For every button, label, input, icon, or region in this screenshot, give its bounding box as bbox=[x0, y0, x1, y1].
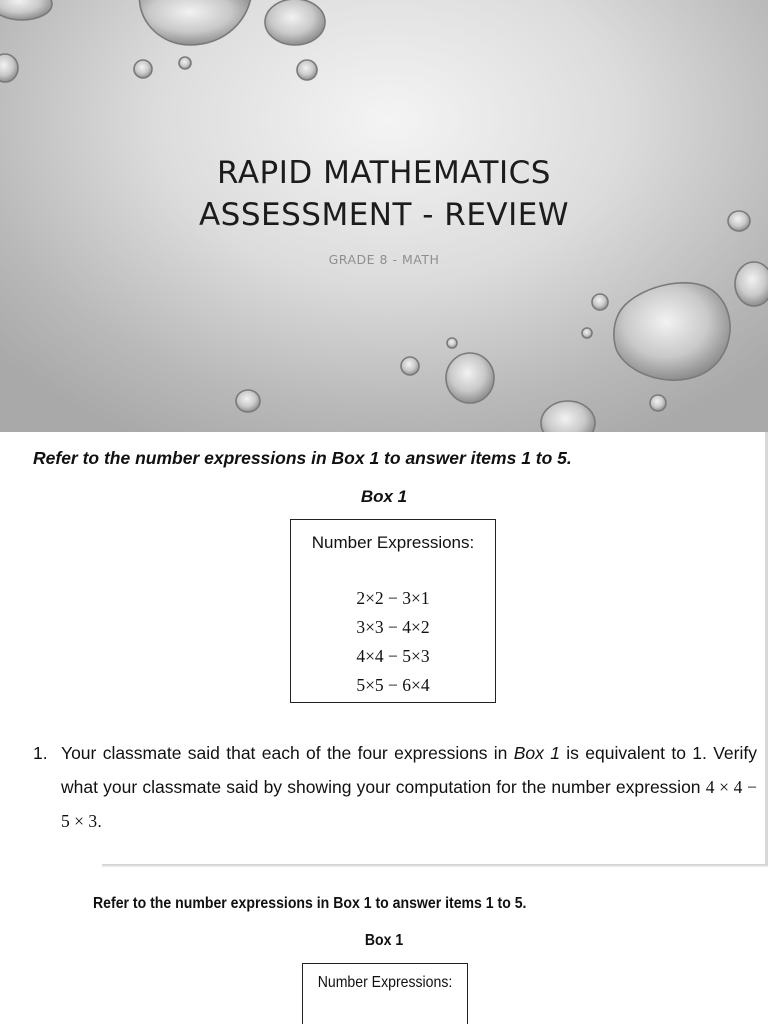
document-page-2 bbox=[0, 867, 768, 1024]
box-label: Box 1 bbox=[360, 487, 408, 506]
question-text-end: . bbox=[97, 811, 102, 831]
question-text-part-2: is equivalent to 1. Verify what your classmate said by showing your computation for the number expression bbox=[61, 743, 757, 797]
box-label: Box 1 bbox=[364, 932, 404, 949]
expression-item: 4×4 − 5×3 bbox=[356, 646, 430, 666]
slide-title bbox=[0, 152, 768, 236]
title-slide bbox=[0, 0, 768, 432]
instruction-text: Refer to the number expressions in Box 1 to answer items 1 to 5. bbox=[93, 895, 527, 912]
number-expressions-box bbox=[290, 519, 496, 703]
question-math-expression: 4 × 4 − 5 × 3 bbox=[61, 777, 757, 831]
expression-list bbox=[291, 584, 495, 700]
question-text bbox=[61, 736, 757, 838]
number-expressions-box bbox=[302, 963, 468, 1024]
document-page-1 bbox=[0, 432, 768, 864]
instruction-text: Refer to the number expressions in Box 1 to answer items 1 to 5. bbox=[33, 448, 572, 468]
slide-title-line-1: RAPID MATHEMATICS bbox=[217, 155, 551, 191]
expression-item: 5×5 − 6×4 bbox=[356, 675, 430, 695]
slide-title-line-2: ASSESSMENT - REVIEW bbox=[198, 197, 570, 233]
box-heading: Number Expressions: bbox=[311, 533, 475, 552]
question-text-part-1: Your classmate said that each of the four expressions in bbox=[61, 743, 514, 763]
box-heading: Number Expressions: bbox=[317, 974, 453, 991]
expression-item: 2×2 − 3×1 bbox=[356, 588, 430, 608]
slide-subtitle: GRADE 8 - MATH bbox=[328, 252, 440, 267]
question-number: 1. bbox=[33, 743, 48, 763]
question-box-reference: Box 1 bbox=[513, 743, 560, 763]
expression-item: 3×3 − 4×2 bbox=[356, 617, 430, 637]
